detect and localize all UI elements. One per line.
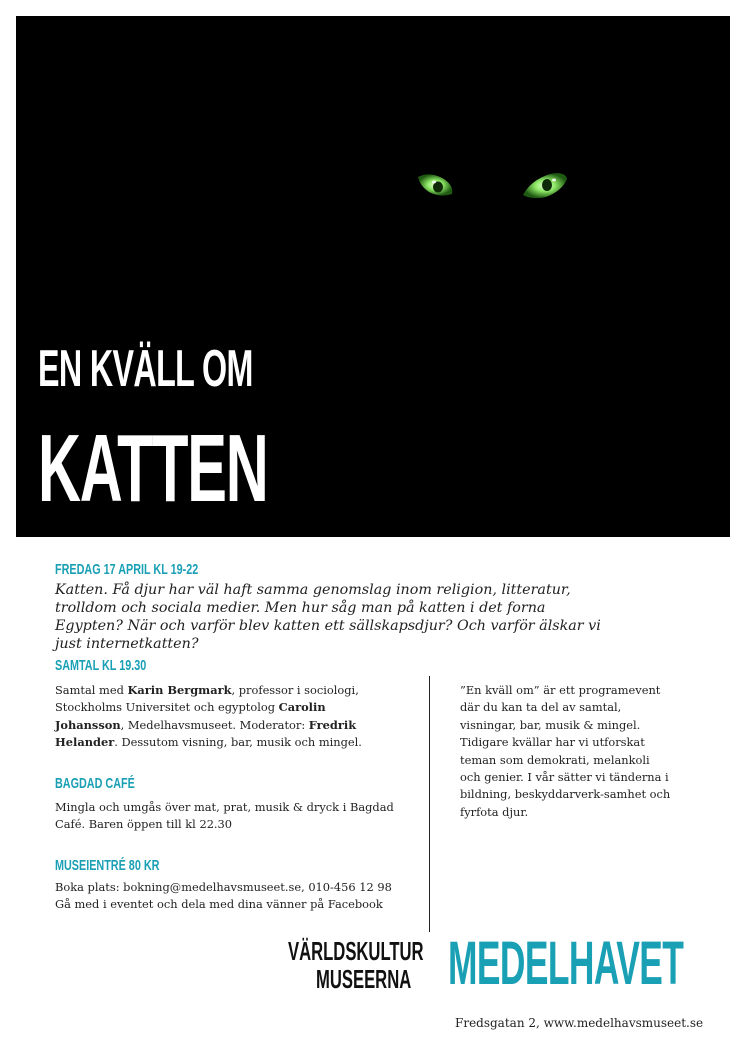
samtal-heading: SAMTAL KL 19.30	[55, 657, 147, 674]
logo-text-museerna: MUSEERNA	[316, 964, 412, 994]
entry-text	[55, 879, 415, 914]
bagdad-heading: BAGDAD CAFÉ	[55, 775, 135, 792]
entry-heading: MUSEIENTRÉ 80 KR	[55, 857, 160, 874]
moderator-name: Fredrik Helander	[55, 717, 357, 750]
speaker-name: Carolin Johansson	[55, 700, 326, 732]
hero-image	[16, 16, 730, 537]
footer-address: Fredsgatan 2, www.medelhavsmuseet.se	[455, 1016, 704, 1030]
right-eye	[523, 173, 567, 198]
logo-text-medelhavet: MEDELHAVET	[448, 929, 684, 997]
speaker-name: Karin Bergmark	[127, 683, 232, 697]
sidebar-text: ”En kväll om” är ett programevent där du kan ta del av samtal, visningar, bar, musik & mingel. Tidigare kvällar har vi utforskat teman som demokrati, melankoli och genier. I vår sätter vi tänderna i bildning, beskyddarverk-samhet och fyrfota djur.	[460, 683, 671, 819]
samtal-text: Samtal med Karin Bergmark, professor i sociologi, Stockholms Universitet och egyptolog Carolin Johansson, Medelhavsmuseet. Moderator: Fredrik Helander. Dessutom visning, bar, musik och mingel.	[55, 683, 362, 750]
booking-line: Boka plats: bokning@medelhavsmuseet.se, 010-456 12 98	[55, 880, 392, 894]
facebook-line: Gå med i eventet och dela med dina vänner på Facebook	[55, 897, 383, 912]
left-eye	[418, 174, 452, 195]
headline-line-2: KATTEN	[38, 415, 268, 522]
event-date-heading: FREDAG 17 APRIL KL 19-22	[55, 561, 199, 578]
column-divider	[429, 676, 430, 932]
event-intro: Katten. Få djur har väl haft samma genomslag inom religion, litteratur, trolldom och sociala medier. Men hur såg man på katten i det forna Egypten? När och varför blev katten ett sällskapsdjur? Och varför älskar vi just internetkatten?	[55, 582, 601, 652]
headline-line-1: EN KVÄLL OM	[38, 340, 253, 398]
bagdad-text: Mingla och umgås över mat, prat, musik & dryck i Bagdad Café. Baren öppen till kl 22.30	[55, 800, 394, 832]
logo-text-varldskultur: VÄRLDSKULTUR	[288, 936, 424, 966]
